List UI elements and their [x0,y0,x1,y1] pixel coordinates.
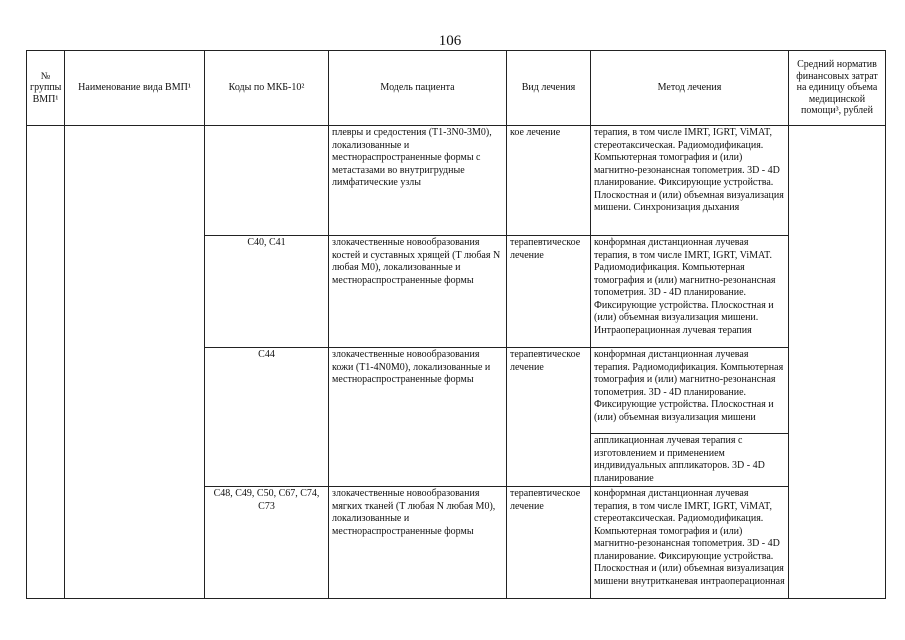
treatment-method-cell: конформная дистанционная лучевая терапия. Радиомодификация. Компьютерная томография и (или) магнитно-резонансная топометрия. 3D - 4D планирование. Фиксирующие устройства. Плоскостная и (или) объемная визуализация мишени [591,348,789,434]
icd-codes-cell: C40, C41 [205,236,329,348]
treatment-type-cell: терапевтическое лечение [507,348,591,487]
page-number: 106 [438,33,462,49]
treatment-type-cell: терапевтическое лечение [507,236,591,348]
header-group-no: № группы ВМП¹ [27,51,65,126]
header-treatment-type: Вид лечения [507,51,591,126]
header-patient-model: Модель пациента [329,51,507,126]
icd-codes-cell: C48, C49, C50, C67, C74, C73 [205,487,329,599]
treatment-type-cell: кое лечение [507,126,591,236]
patient-model-cell: злокачественные новообразования костей и суставных хрящей (T любая N любая M0), локализованные и местнораспространенные формы [329,236,507,348]
header-treatment-method: Метод лечения [591,51,789,126]
avg-cost-cell [789,126,886,599]
patient-model-cell: злокачественные новообразования мягких тканей (T любая N любая M0), локализованные и местнораспространенные формы [329,487,507,599]
treatment-method-cell: конформная дистанционная лучевая терапия, в том числе IMRT, IGRT, ViMAT. Радиомодификация. Компьютерная томография и (или) магнитно-резонансная топометрия. 3D - 4D планирование. Фиксирующие устройства. Плоскостная и (или) объемная визуализация мишени. Интраоперационная лучевая терапия [591,236,789,348]
patient-model-cell: злокачественные новообразования кожи (T1-4N0M0), локализованные и местнораспространенные формы [329,348,507,487]
treatment-method-cell: терапия, в том числе IMRT, IGRT, ViMAT, стереотаксическая. Радиомодификация. Компьютерная томография и (или) магнитно-резонансная топометрия. 3D - 4D планирование. Фиксирующие устройства. Плоскостная и (или) объемная визуализация мишени. Синхронизация дыхания [591,126,789,236]
treatment-method-cell: конформная дистанционная лучевая терапия, в том числе IMRT, IGRT, ViMAT, стереотаксическая. Радиомодификация. Компьютерная томография и (или) магнитно-резонансная топометрия. 3D - 4D планирование. Фиксирующие устройства. Плоскостная и (или) объемная визуализация мишени внутритканевая интраоперационная [591,487,789,599]
header-avg-cost: Средний норматив финансовых затрат на единицу объема медицинской помощи³, рублей [789,51,886,126]
header-vmp-name: Наименование вида ВМП¹ [65,51,205,126]
vmp-table [26,50,886,599]
patient-model-cell: плевры и средостения (T1-3N0-3M0), локализованные и местнораспространенные формы с метастазами во внутригрудные лимфатические узлы [329,126,507,236]
treatment-method-cell: аппликационная лучевая терапия с изготовлением и применением индивидуальных аппликаторов. 3D - 4D планирование [591,434,789,487]
table-row [27,126,886,236]
icd-codes-cell: C44 [205,348,329,487]
treatment-type-cell: терапевтическое лечение [507,487,591,599]
header-row [27,51,886,126]
vmp-name-cell [65,126,205,599]
header-icd-codes: Коды по МКБ-10² [205,51,329,126]
icd-codes-cell [205,126,329,236]
group-no-cell [27,126,65,599]
